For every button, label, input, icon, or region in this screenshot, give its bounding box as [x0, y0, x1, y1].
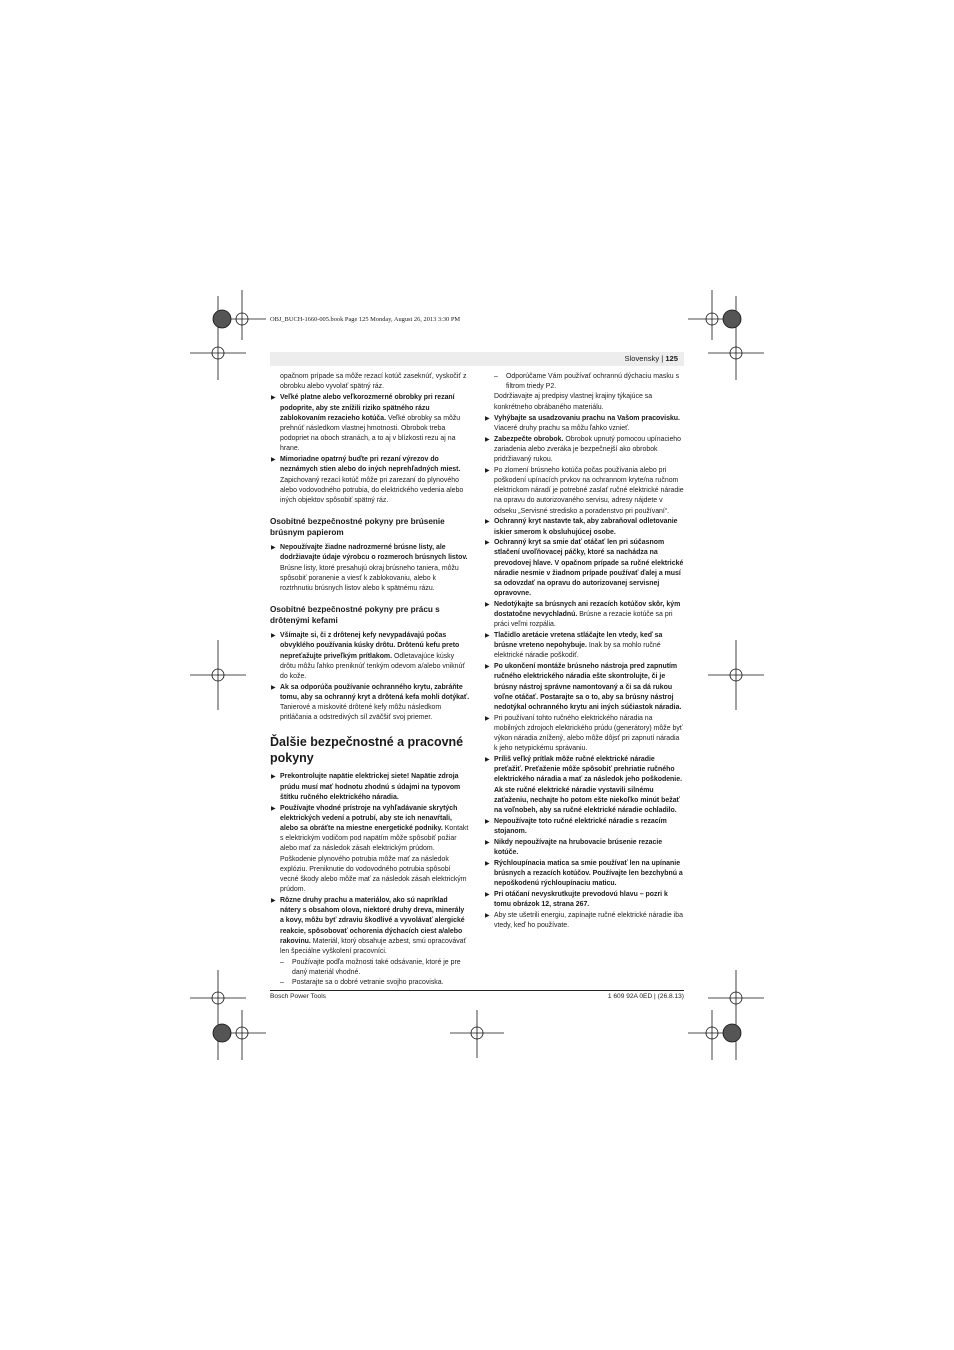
list-item: ▶ Pri používaní tohto ručného elektrického náradia na mobilných zdrojoch elektrického prúdu (generátory) môže byť výkon náradia znížený, alebo môže dôjsť pri zapnutí náradia k jeho netypickému správaniu.: [485, 714, 683, 753]
footer-rule: [270, 990, 684, 991]
bullet-triangle-icon: ▶: [485, 912, 490, 919]
bullet-triangle-icon: ▶: [271, 897, 276, 904]
list-item: ▶ Rýchloupínacia matica sa smie používať len na upínanie brúsnych a rezacích kotúčov. Používajte len bezchybnú a nepoškodenú rýchloupínaciu maticu.: [485, 859, 683, 887]
list-item: ▶ Zabezpečte obrobok. Obrobok upnutý pomocou upínacieho zariadenia alebo zveráka je bezpečnejší ako obrobok pridržiavaný rukou.: [485, 435, 682, 464]
bullet-triangle-icon: ▶: [485, 839, 490, 846]
list-item: ▶ Prekontrolujte napätie elektrickej siete! Napätie zdroja prúdu musí mať hodnotu zhodnú s údajmi na typovom štítku ručného elektrického náradia.: [271, 773, 461, 801]
bullet-triangle-icon: ▶: [485, 818, 490, 825]
list-item: ▶ Nedotýkajte sa brúsnych ani rezacích kotúčov skôr, kým dostatočne nevychladnú. Brúsne a rezacie kotúče sa pri práci veľmi rozpália.: [485, 600, 681, 629]
left-column: [270, 372, 470, 988]
bullet-triangle-icon: ▶: [485, 540, 490, 547]
section-heading: Osobitné bezpečnostné pokyny pre prácu s drôtenými kefami: [270, 605, 440, 626]
bullet-triangle-icon: ▶: [485, 467, 490, 474]
list-item: ▶ Mimoriadne opatrný buďte pri rezaní výrezov do neznámych stien alebo do iných neprehľadných miest. Zapichovaný rezací kotúč môže pri zarezaní do plynového alebo vodovodného potrubia, do elektrického vedenia alebo iných objektov spôsobiť spätný ráz.: [271, 456, 464, 504]
list-item: ▶ Ak sa odporúča používanie ochranného krytu, zabráňte tomu, aby sa ochranný kryt a drôtená kefa mohli dotýkať. Tanierové a miskovité drôtené kefy môžu následkom pritláčania a odstredivých síl zväčšiť svoj priemer.: [271, 683, 470, 722]
bullet-triangle-icon: ▶: [271, 774, 276, 781]
bullet-triangle-icon: ▶: [271, 395, 276, 402]
bullet-triangle-icon: ▶: [485, 633, 490, 640]
paragraph: opačnom prípade sa môže rezací kotúč zaseknúť, vyskočiť z obrobku alebo vyvolať spätný ráz.: [280, 373, 467, 391]
list-item: ▶ Vyhýbajte sa usadzovaniu prachu na Vašom pracovisku. Viaceré druhy prachu sa môžu ľahko vznieť.: [485, 414, 680, 433]
right-column: [484, 372, 684, 931]
list-item: ▶ Rôzne druhy prachu a materiálov, ako sú napríklad nátery s obsahom olova, niektoré druhy dreva, minerály a kovy, môžu byť zdraviu škodlivé a vyvolávať alergické reakcie, spôsobovať ochorenia dýchacích ciest a/alebo rakovinu. Materiál, ktorý obsahuje azbest, smú opracovávať len špeciálne vyškolení pracovníci.: [271, 896, 467, 955]
header-section: Slovensky |: [624, 354, 664, 363]
list-item: ▶ Ochranný kryt sa smie dať otáčať len pri súčasnom stlačení uvoľňovacej páčky, ktoré sa nachádza na prevodovej hlave. V opačnom prípade sa ručné elektrické náradie nesmie v žiadnom prípade používať ďalej a musí sa odovzdať na opravu do autorizovanej servisnej opravovne.: [485, 539, 684, 598]
list-item: ▶ Aby ste ušetrili energiu, zapínajte ručné elektrické náradie iba vtedy, keď ho používate.: [485, 911, 683, 929]
bullet-triangle-icon: ▶: [485, 601, 490, 608]
list-item: ▶ Všímajte si, či z drôtenej kefy nevypadávajú počas obvyklého používania kúsky drôtu. Drôtenú kefu preto nepreťažujte priveľkým prítlakom. Odletavajúce kúsky drôtu môžu ľahko preniknúť tenkým odevom a/alebo vniknúť do kože.: [271, 632, 466, 680]
bullet-triangle-icon: ▶: [485, 715, 490, 722]
list-item: ▶ Nikdy nepoužívajte na hrubovacie brúsenie rezacie kotúče.: [485, 838, 663, 856]
list-item: ▶ Po ukončení montáže brúsneho nástroja pred zapnutím ručného elektrického náradia ešte skontrolujte, či je brúsny nástroj správne namontovaný a či sa dá rukou voľne otáčať. Postarajte sa o to, aby sa brúsny nástroj nedotýkal ochranného krytu ani iných súčiastok náradia.: [485, 663, 682, 711]
list-item: ▶ Používajte vhodné prístroje na vyhľadávanie skrytých elektrických vedení a potrubí, aby ste ich nenavŕtali, alebo sa obráťte na miestne energetické podniky. Kontakt s elektrickým vodičom pod napätím môže spôsobiť požiar alebo mať za následok zásah elektrickým prúdom. Poškodenie plynového potrubia môže mať za následok explóziu. Preniknutie do vodovodného potrubia spôsobí vecné škody alebo môže mať za následok zásah elektrickým prúdom.: [271, 804, 469, 894]
list-item: ▶ Ochranný kryt nastavte tak, aby zabraňoval odletovanie iskier smerom k obsluhujúcej osobe.: [485, 518, 678, 536]
bullet-triangle-icon: ▶: [485, 891, 490, 898]
bullet-triangle-icon: ▶: [271, 684, 276, 691]
bullet-triangle-icon: ▶: [271, 457, 276, 464]
list-item: ▶ Po zlomení brúsneho kotúča počas používania alebo pri poškodení upínacích prvkov na ochrannom kryte/na ručnom elektrickom náradí je potrebné zaslať ručné elektrické náradie na opravu do autorizovaného servisu, adresy nájdete v odseku „Servisné stredisko a poradenstvo pri používaní“.: [485, 466, 684, 515]
section-title: Ďalšie bezpečnostné a pracovné pokyny: [270, 735, 464, 765]
bullet-triangle-icon: ▶: [485, 757, 490, 764]
bullet-triangle-icon: ▶: [485, 860, 490, 867]
bullet-triangle-icon: ▶: [271, 633, 276, 640]
paragraph: Dodržiavajte aj predpisy vlastnej krajiny týkajúce sa konkrétneho obrábaného materiálu.: [494, 393, 653, 411]
bullet-triangle-icon: ▶: [485, 519, 490, 526]
bullet-triangle-icon: ▶: [485, 436, 490, 443]
bullet-triangle-icon: ▶: [485, 415, 490, 422]
page-number: 125: [665, 354, 678, 363]
book-info: OBJ_BUCH-1660-005.book Page 125 Monday, August 26, 2013 3:30 PM: [270, 316, 461, 323]
list-item: ▶ Veľké platne alebo veľkorozmerné obrobky pri rezaní podoprite, aby ste znížili riziko spätného rázu zablokovaním rezacieho kotúča. Veľké obrobky sa môžu prehnúť následkom vlastnej hmotnosti. Obrobok treba podopriet na oboch stranách, a to aj v blízkosti rezu aj na hrane.: [271, 394, 461, 453]
list-item: ▶ Tlačidlo aretácie vretena stláčajte len vtedy, keď sa brúsne vreteno nepohybuje. Inak by sa mohlo ručné elektrické náradie poškodiť.: [485, 632, 663, 660]
footer-brand: Bosch Power Tools: [270, 993, 326, 1000]
footer-code: 1 609 92A 0ED | (26.8.13): [607, 993, 684, 1000]
dash-item: – Používajte podľa možnosti také odsávanie, ktoré je pre daný materiál vhodné.: [280, 958, 461, 976]
list-item: ▶ Pri otáčaní nevyskrutkujte prevodovú hlavu – pozri k tomu obrázok 12, strana 267.: [485, 890, 668, 908]
dash-item: – Postarajte sa o dobré vetranie svojho pracoviska.: [280, 979, 444, 987]
dash-item: – Odporúčame Vám používať ochrannú dýchaciu masku s filtrom triedy P2.: [494, 373, 680, 391]
page-header: [270, 352, 684, 366]
bullet-triangle-icon: ▶: [271, 805, 276, 812]
list-item: ▶ Príliš veľký prítlak môže ručné elektrické náradie preťažiť. Preťaženie môže spôsobiť prehriatie ručného elektrického náradia a mať za následok jeho poškodenie. Ak ste ručné elektrické náradie vystavili silnému zaťaženiu, nechajte ho potom ešte niekoľko minút bežať na voľnobeh, aby sa ručné elektrické náradie ochladilo.: [485, 756, 683, 815]
bullet-triangle-icon: ▶: [271, 545, 276, 552]
list-item: ▶ Nepoužívajte žiadne nadrozmerné brúsne listy, ale dodržiavajte údaje výrobcu o rozmeroch brúsnych listov. Brúsne listy, ktoré presahujú okraj brúsneho taniera, môžu spôsobiť poranenie a viesť k zablokovaniu, alebo k roztrhnutiu brúsnych listov alebo k spätnému rázu.: [271, 544, 468, 592]
list-item: ▶ Nepoužívajte toto ručné elektrické náradie s rezacím stojanom.: [485, 817, 667, 835]
section-heading: Osobitné bezpečnostné pokyny pre brúsenie brúsnym papierom: [270, 517, 445, 538]
bullet-triangle-icon: ▶: [485, 664, 490, 671]
